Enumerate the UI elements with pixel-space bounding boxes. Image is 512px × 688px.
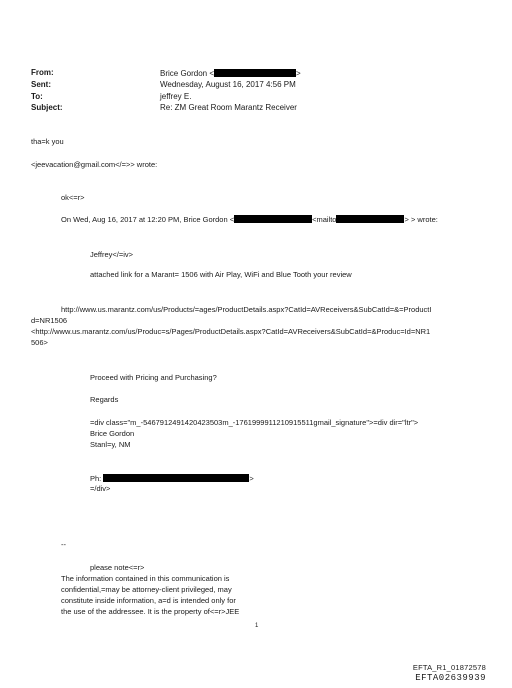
sent-label: Sent: (31, 80, 51, 89)
bates-number-small: EFTA_R1_01872578 (412, 663, 486, 672)
page-number: 1 (255, 623, 259, 629)
from-end: > (296, 69, 301, 78)
signature-name: Brice Gordon (90, 429, 135, 438)
please-note-text: please note<=r> (90, 563, 145, 572)
url2-line1[interactable]: <http://www.us.marantz.com/us/Produc=s/Pages/ProductDetails.aspx?CatId=AVReceivers&SubCatId=&Produc=Id=NR1 (31, 327, 431, 336)
jeffrey-text: Jeffrey</=iv> (90, 250, 134, 259)
redaction-bar (336, 215, 404, 223)
bates-number-large: EFTA02639939 (415, 673, 486, 683)
phone-line (90, 473, 254, 484)
sent-value: Wednesday, August 16, 2017 4:56 PM (160, 80, 296, 89)
redaction-bar (214, 69, 296, 77)
on-wed-end: > > wrote: (404, 215, 438, 224)
thank-you-text: tha=k you (31, 137, 64, 146)
from-value (160, 68, 301, 79)
attached-text: attached link for a Marant= 1506 with Air Play, WiFi and Blue Tooth your review (90, 270, 352, 279)
notice-line-2: confidential,=may be attorney-client privileged, may (61, 585, 232, 594)
ph-end: > (249, 474, 254, 483)
notice-line-1: The information contained in this communication is (61, 574, 230, 583)
from-name: Brice Gordon < (160, 69, 215, 78)
from-label: From: (31, 68, 54, 77)
url1-line2[interactable]: d=NR1506 (31, 316, 68, 325)
url1-line1[interactable]: http://www.us.marantz.com/us/Products/=ages/ProductDetails.aspx?CatId=AVReceivers&SubCatId=&=ProductI (61, 305, 432, 314)
redaction-bar (103, 474, 249, 482)
notice-line-4: the use of the addressee. It is the property of<=r>JEE (61, 607, 240, 616)
on-wed-line (61, 214, 438, 225)
subject-value: Re: ZM Great Room Marantz Receiver (160, 103, 297, 112)
signature-location: Stanl=y, NM (90, 440, 131, 449)
notice-line-3: constitute inside information, a=d is intended only for (61, 596, 236, 605)
ph-label: Ph: (90, 474, 102, 483)
ok-text: ok<=r> (61, 193, 85, 202)
regards-text: Regards (90, 395, 119, 404)
redaction-bar (234, 215, 312, 223)
separator-dashes: -- (61, 540, 66, 549)
quote-intro: <jeevacation@gmail.com</=>> wrote: (31, 160, 158, 169)
to-value: jeffrey E. (160, 92, 192, 101)
to-label: To: (31, 92, 43, 101)
on-wed-start: On Wed, Aug 16, 2017 at 12:20 PM, Brice Gordon < (61, 215, 235, 224)
div-close-text: =/div> (90, 484, 111, 493)
div-signature-text: =div class="m_-5467912491420423503m_-1761999911210915511gmail_signature">=div dir="ltr"> (90, 418, 419, 427)
subject-label: Subject: (31, 103, 63, 112)
mailto-text: <mailto (312, 215, 337, 224)
url2-line2[interactable]: 506> (31, 338, 48, 347)
proceed-text: Proceed with Pricing and Purchasing? (90, 373, 217, 382)
